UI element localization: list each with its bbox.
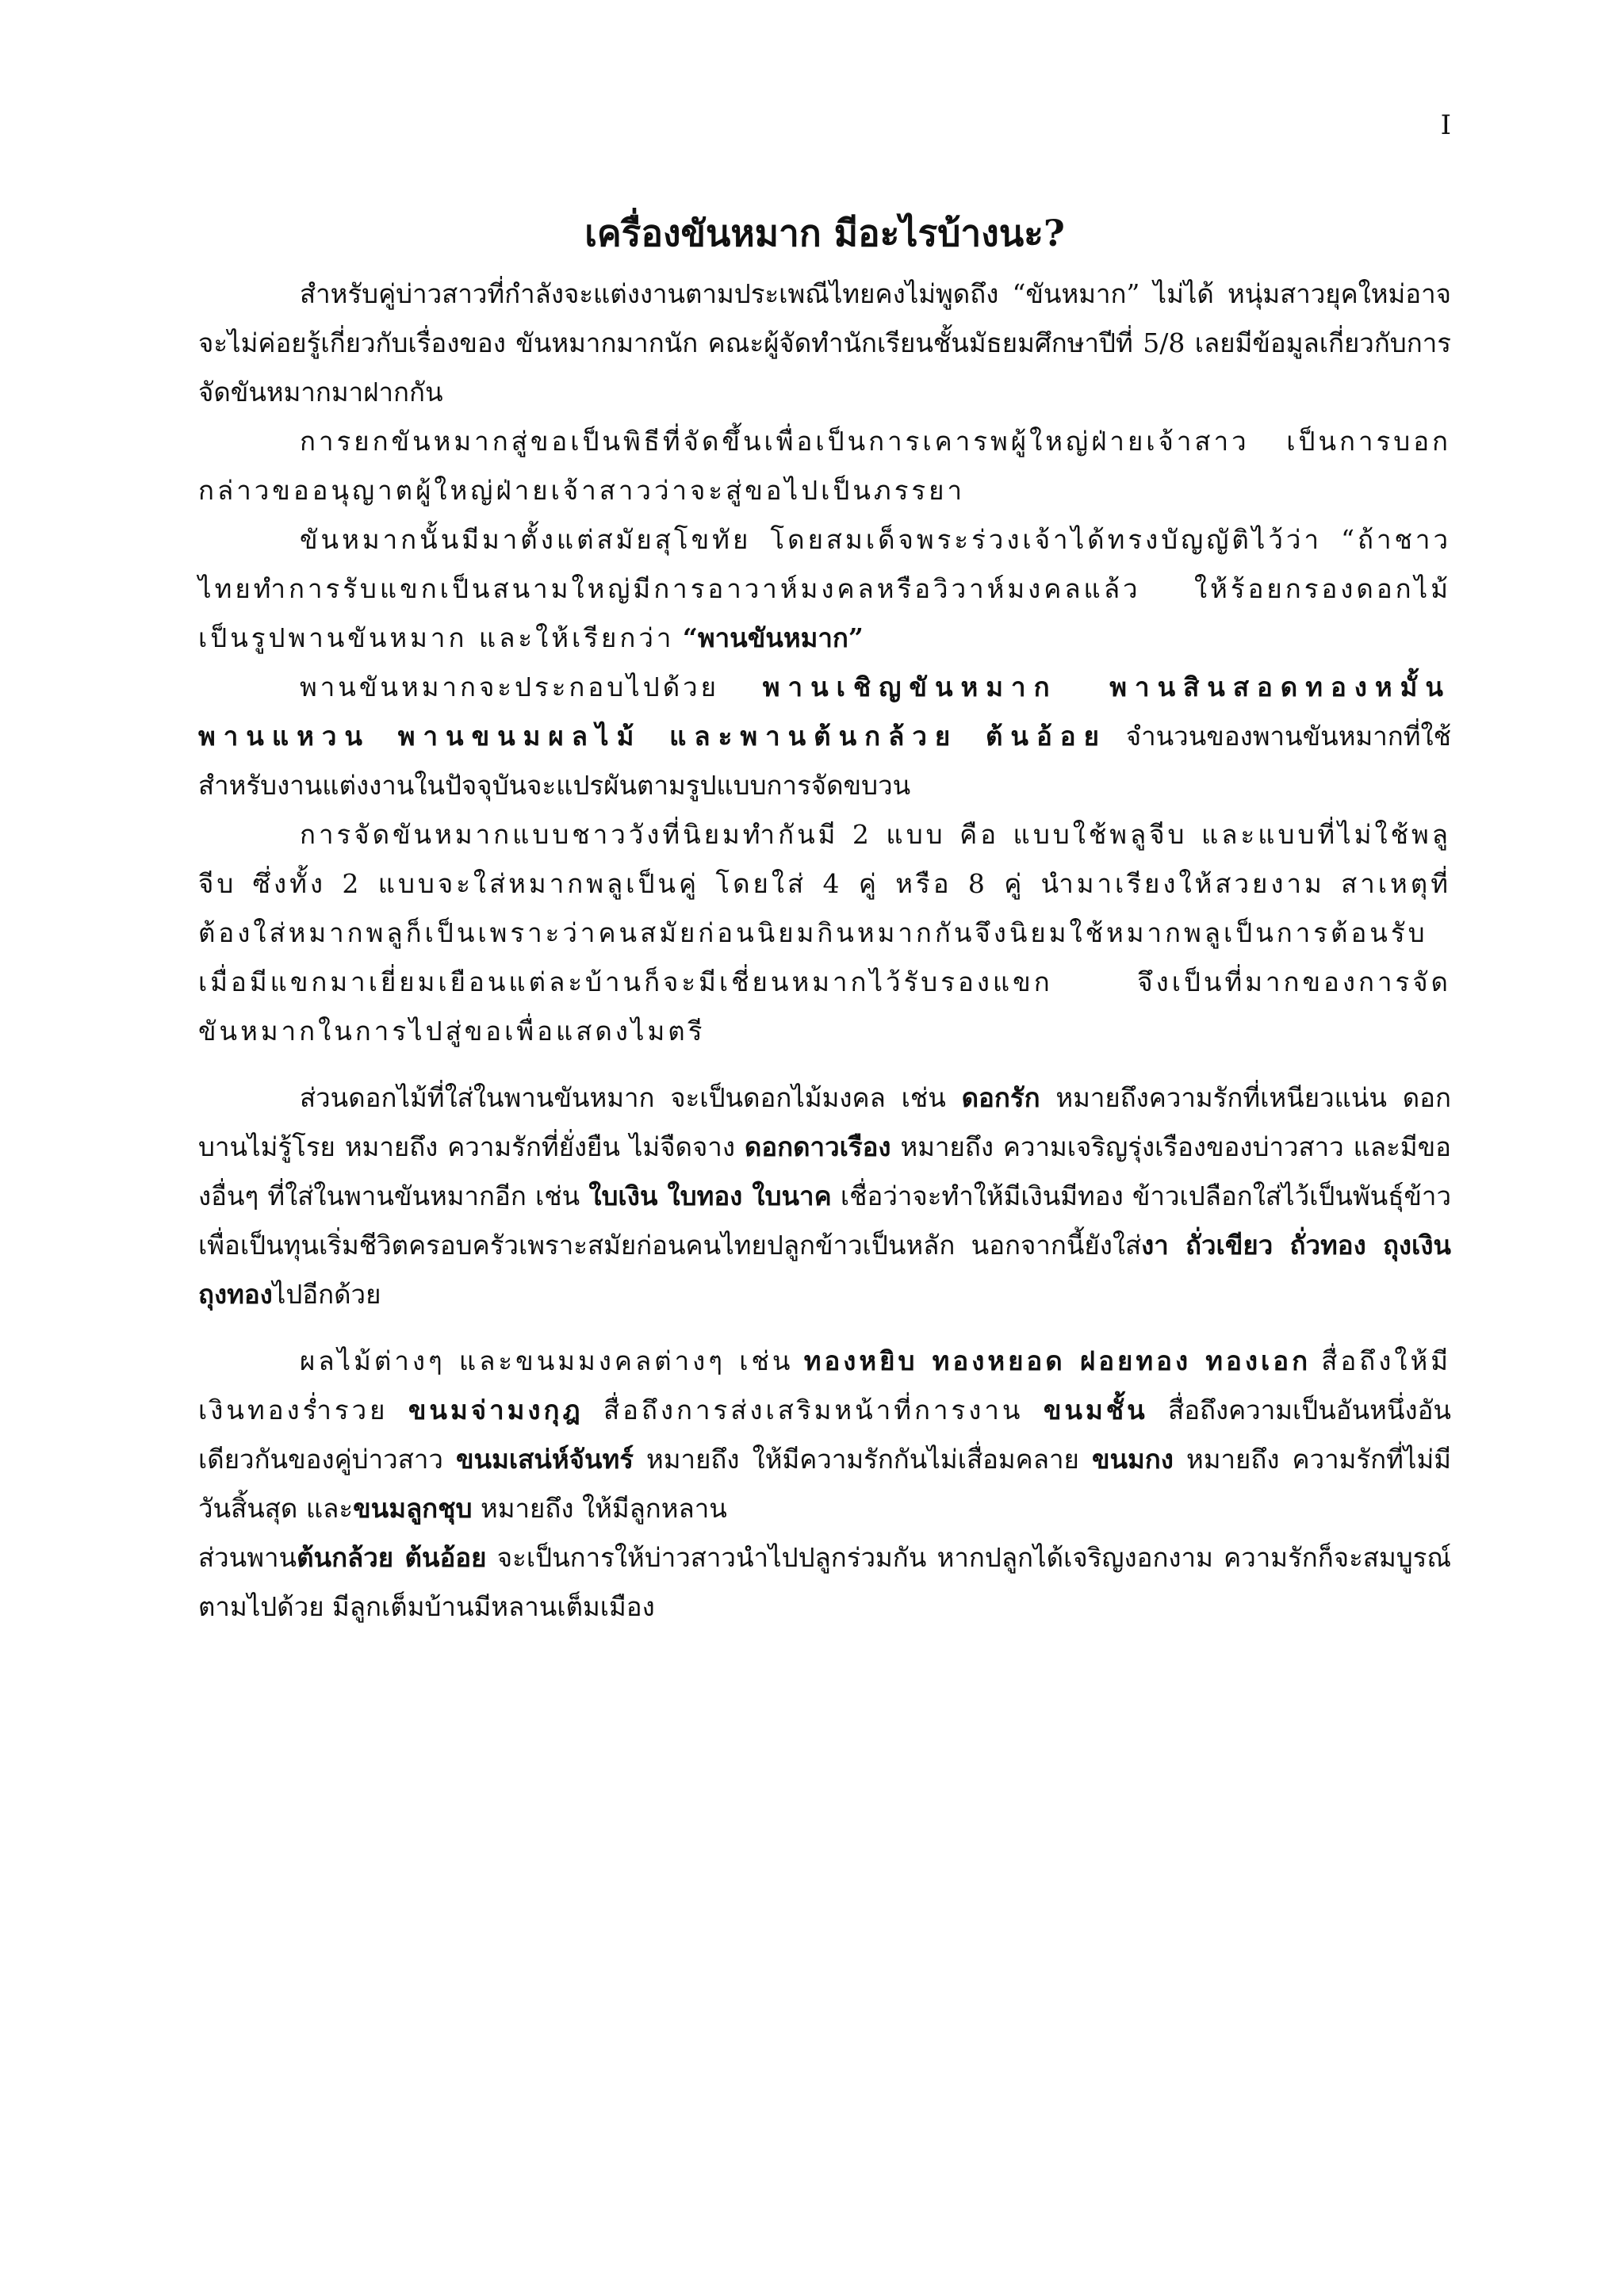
plant-banana-sugarcane: ต้นกล้วย ต้นอ้อย bbox=[297, 1542, 487, 1573]
desserts-text-b: สื่อถึงให้มีเงินทองร่ำรวย bbox=[198, 1345, 1451, 1425]
plants-text-b: จะเป็นการให้บ่าวสาวนำไปปลูกร่วมกัน หากปลูกได้เจริญงอกงาม ความรักก็จะสมบูรณ์ ตามไปด้วย มีลูกเต็มบ้านมีหลานเต็มเมือง bbox=[198, 1542, 1451, 1622]
paragraph-betel bbox=[198, 810, 1451, 1056]
leaf-items: ใบเงิน ใบทอง ใบนาค bbox=[588, 1181, 832, 1211]
dessert-thong-items: ทองหยิบ ทองหยอด ฝอยทอง ทองเอก bbox=[803, 1345, 1312, 1376]
flowers-text-c: หมายถึง ความเจริญรุ่งเรืองของบ่าวสาว และมีของอื่นๆ ที่ใส่ในพานขันหมากอีก เช่น bbox=[198, 1131, 1451, 1211]
paragraph-trays-note: จำนวนของพานขันหมากที่ใช้สำหรับงานแต่งงานในปัจจุบันจะแปรผันตามรูปแบบการจัดขบวน bbox=[198, 721, 1451, 801]
paragraph-history-text: ขันหมากนั้นมีมาตั้งแต่สมัยสุโขทัย โดยสมเด็จพระร่วงเจ้าได้ทรงบัญญัติไว้ว่า “ถ้าชาวไทยทำการรับแขกเป็นสนามใหญ่มีการอาวาห์มงคลหรือวิวาห์มงคลแล้ว ให้ร้อยกรองดอกไม้เป็นรูปพานขันหมาก และให้เรียกว่า bbox=[198, 524, 1451, 653]
paragraph-plants bbox=[198, 1533, 1451, 1632]
paragraph-intro: สำหรับคู่บ่าวสาวที่กำลังจะแต่งงานตามประเพณีไทยคงไม่พูดถึง “ขันหมาก” ไม่ได้ หนุ่มสาวยุคใหม่อาจจะไม่ค่อยรู้เกี่ยวกับเรื่องของ ขันหมากมากนัก คณะผู้จัดทำนักเรียนชั้นมัธยมศึกษาปีที่ 5/8 เลยมีข้อมูลเกี่ยวกับการจัดขันหมากมาฝากกัน bbox=[198, 278, 1451, 408]
flowers-text-a: ส่วนดอกไม้ที่ใส่ในพานขันหมาก จะเป็นดอกไม้มงคล เช่น bbox=[300, 1082, 946, 1113]
desserts-text-e: หมายถึง ให้มีความรักกันไม่เสื่อมคลาย bbox=[646, 1444, 1079, 1475]
paragraph-history bbox=[198, 515, 1451, 663]
paragraph-ceremony bbox=[198, 417, 1451, 515]
desserts-text-c: สื่อถึงการส่งเสริมหน้าที่การงาน bbox=[603, 1395, 1024, 1425]
desserts-text-d: สื่อถึงความเป็นอันหนึ่งอันเดียวกันของคู่บ่าวสาว bbox=[198, 1395, 1451, 1475]
paragraph-trays-text: พานขันหมากจะประกอบไปด้วย bbox=[300, 672, 720, 702]
flowers-text-d: เชื่อว่าจะทำให้มีเงินมีทอง ข้าวเปลือกใส่ไว้เป็นพันธุ์ข้าวเพื่อเป็นทุนเริ่มชีวิตครอบครัวเพราะสมัยก่อนคนไทยปลูกข้าวเป็นหลัก นอกจากนี้ยังใส่ bbox=[198, 1181, 1451, 1261]
page-number: I bbox=[1440, 109, 1451, 141]
dessert-khanom-chan: ขนมชั้น bbox=[1043, 1395, 1148, 1425]
paragraph-desserts bbox=[198, 1337, 1451, 1533]
phrase-phan-khan-mak: “พานขันหมาก” bbox=[682, 622, 864, 653]
dessert-cha-mongkut: ขนมจ่ามงกุฎ bbox=[408, 1395, 584, 1425]
flowers-text-e: ไปอีกด้วย bbox=[272, 1279, 381, 1310]
paragraph-flowers bbox=[198, 1073, 1451, 1319]
paragraph-ceremony-text: การยกขันหมากสู่ขอเป็นพิธีที่จัดขึ้นเพื่อเป็นการเคารพผู้ใหญ่ฝ่ายเจ้าสาว เป็นการบอกกล่าวขออนุญาตผู้ใหญ่ฝ่ายเจ้าสาวว่าจะสู่ขอไปเป็นภรรยา bbox=[198, 426, 1451, 506]
document-body bbox=[198, 208, 1451, 1632]
flower-dok-rak: ดอกรัก bbox=[961, 1082, 1040, 1113]
plants-text-a: ส่วนพาน bbox=[198, 1542, 297, 1573]
desserts-text-g: หมายถึง ให้มีลูกหลาน bbox=[481, 1493, 727, 1524]
seed-items: งา ถั่วเขียว ถั่วทอง ถุงเงิน ถุงทอง bbox=[198, 1230, 1451, 1310]
document-title: เครื่องขันหมาก มีอะไรบ้างนะ? bbox=[584, 212, 1065, 254]
flower-dok-dao-rueang: ดอกดาวเรือง bbox=[744, 1131, 891, 1162]
paragraph-betel-text: การจัดขันหมากแบบชาววังที่นิยมทำกันมี 2 แบบ คือ แบบใช้พลูจีบ และแบบที่ไม่ใช้พลูจีบ ซึ่งทั้ง 2 แบบจะใส่หมากพลูเป็นคู่ โดยใส่ 4 คู่ หรือ 8 คู่ นำมาเรียงให้สวยงาม สาเหตุที่ต้องใส่หมากพลูก็เป็นเพราะว่าคนสมัยก่อนนิยมกินหมากกันจึงนิยมใช้หมากพลูเป็นการต้อนรับ เมื่อมีแขกมาเยี่ยมเยือนแต่ละบ้านก็จะมีเชี่ยนหมากไว้รับรองแขก จึงเป็นที่มากของการจัดขันหมากในการไปสู่ขอเพื่อแสดงไมตรี bbox=[198, 819, 1451, 1047]
desserts-text-f: หมายถึง ความรักที่ไม่มีวันสิ้นสุด และ bbox=[198, 1444, 1451, 1524]
dessert-luk-chup: ขนมลูกชุบ bbox=[353, 1493, 473, 1524]
desserts-text-a: ผลไม้ต่างๆ และขนมมงคลต่างๆ เช่น bbox=[300, 1345, 794, 1376]
tray-list: พานเชิญขันหมาก พานสินสอดทองหมั้น พานแหวน พานขนมผลไม้ และพานต้นกล้วย ต้นอ้อย bbox=[198, 672, 1451, 752]
dessert-sane-chan: ขนมเสน่ห์จันทร์ bbox=[455, 1444, 634, 1475]
dessert-khanom-kong: ขนมกง bbox=[1091, 1444, 1174, 1475]
paragraph-trays bbox=[198, 663, 1451, 810]
flowers-text-b: หมายถึงความรักที่เหนียวแน่น ดอกบานไม่รู้โรย หมายถึง ความรักที่ยั่งยืน ไม่จืดจาง bbox=[198, 1082, 1451, 1162]
